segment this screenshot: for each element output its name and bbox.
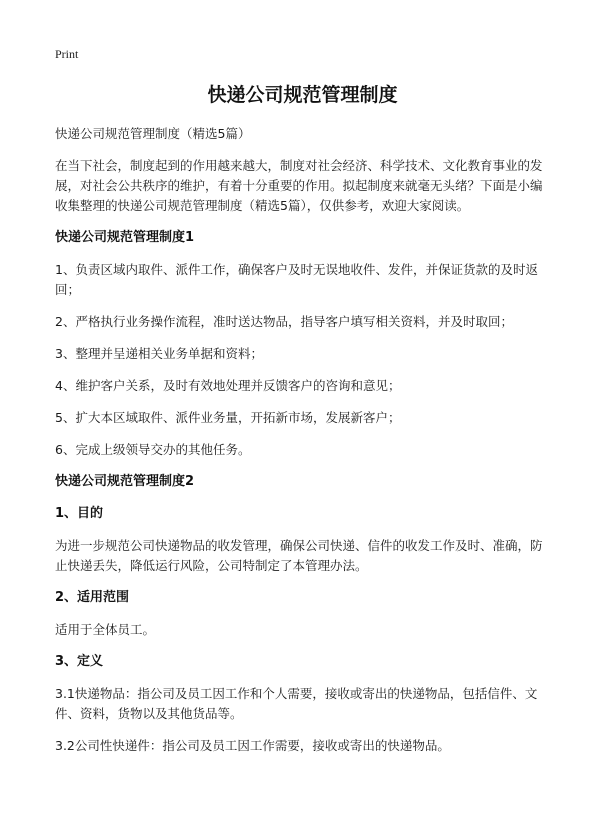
definition-item-2: 3.2公司性快递件：指公司及员工因工作需要，接收或寄出的快递物品。 (55, 738, 450, 753)
document-title: 快递公司规范管理制度 (207, 84, 398, 106)
section1-item-6: 6、完成上级领导交办的其他任务。 (55, 442, 251, 457)
intro-paragraph: 在当下社会，制度起到的作用越来越大，制度对社会经济、科学技术、文化教育事业的发展，对社会公共秩序的维护，有着十分重要的作用。拟起制度来就毫无头绪？下面是小编收集整理的快递公司规范管理制度（精选5篇），仅供参考，欢迎大家阅读。 (55, 158, 543, 213)
scope-heading: 2、适用范围 (55, 590, 130, 605)
print-label: Print (55, 47, 79, 61)
purpose-heading: 1、目的 (55, 506, 104, 521)
section1-item-1: 1、负责区域内取件、派件工作，确保客户及时无误地收件、发件，并保证货款的及时返回； (55, 262, 538, 297)
section1-item-5: 5、扩大本区域取件、派件业务量，开拓新市场，发展新客户； (55, 410, 401, 425)
definition-item-1: 3.1快递物品：指公司及员工因工作和个人需要，接收或寄出的快递物品，包括信件、文件、资料，货物以及其他货品等。 (55, 686, 538, 721)
section1-item-4: 4、维护客户关系，及时有效地处理并反馈客户的咨询和意见； (55, 378, 401, 393)
document-subtitle: 快递公司规范管理制度（精选5篇） (55, 126, 251, 141)
section1-item-2: 2、严格执行业务操作流程，准时送达物品，指导客户填写相关资料，并及时取回； (55, 314, 513, 329)
section1-heading: 快递公司规范管理制度1 (55, 230, 195, 245)
section1-item-3: 3、整理并呈递相关业务单据和资料； (55, 346, 263, 361)
purpose-paragraph: 为进一步规范公司快递物品的收发管理，确保公司快递、信件的收发工作及时、准确，防止快递丢失，降低运行风险，公司特制定了本管理办法。 (55, 538, 543, 573)
definition-heading: 3、定义 (55, 654, 104, 669)
scope-paragraph: 适用于全体员工。 (55, 622, 156, 637)
section2-heading: 快递公司规范管理制度2 (55, 474, 195, 489)
